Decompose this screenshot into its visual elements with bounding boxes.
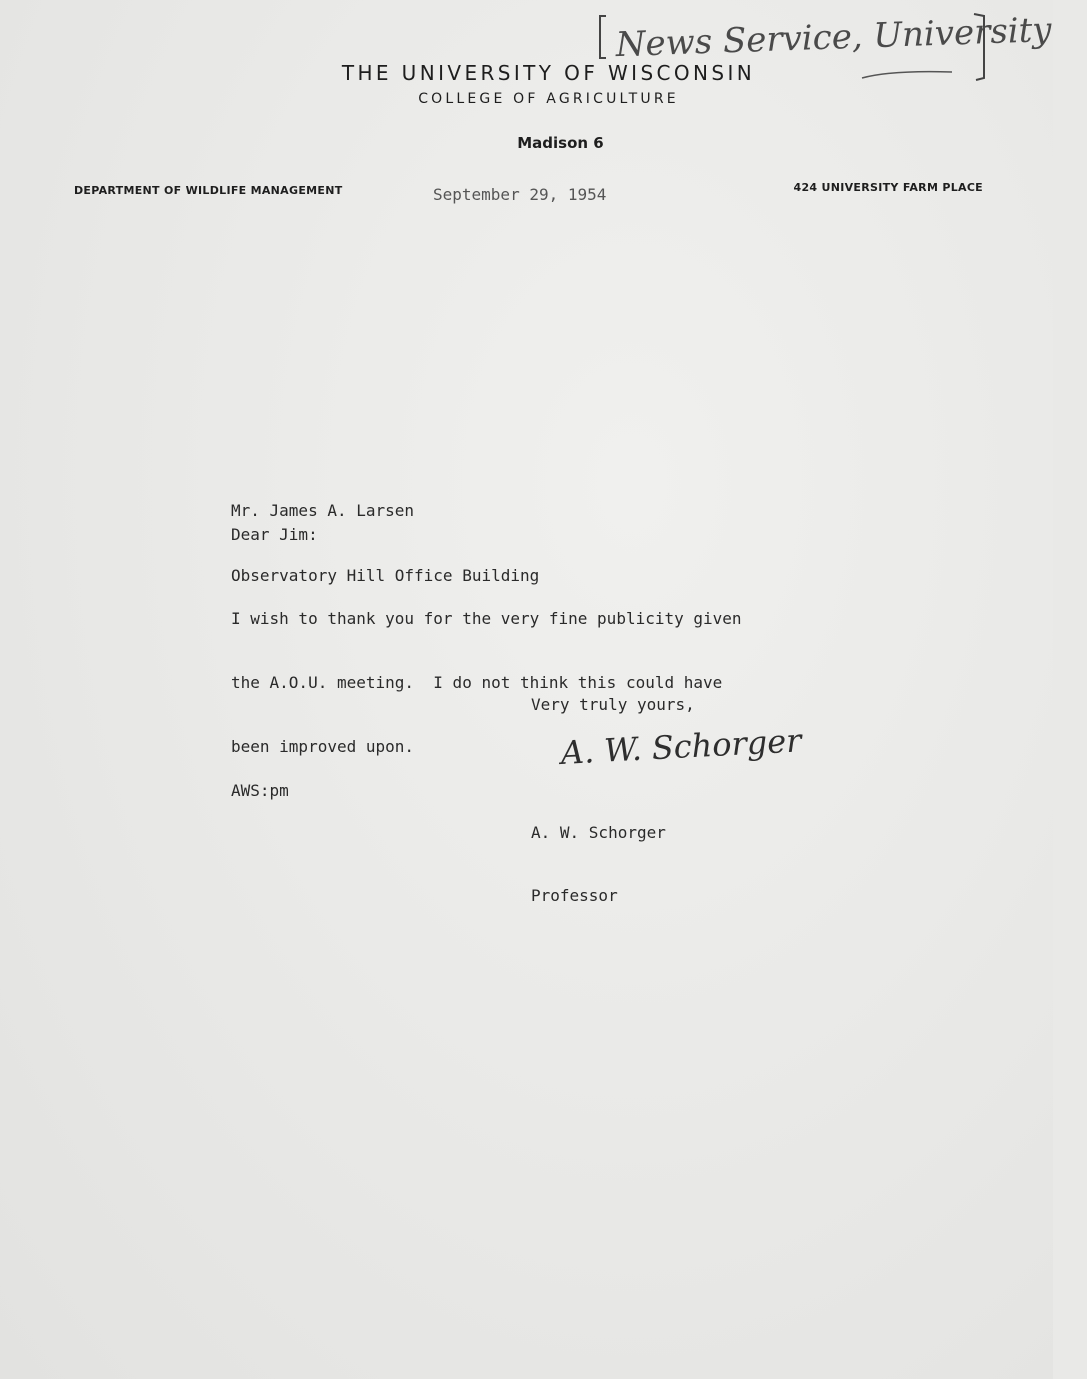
- svg-text:A. W. Schorger: A. W. Schorger: [559, 721, 803, 772]
- svg-text:News Service, University: News Service, University: [615, 9, 1053, 66]
- letterhead-department: DEPARTMENT OF WILDLIFE MANAGEMENT: [74, 184, 343, 197]
- recipient-name: Mr. James A. Larsen: [231, 501, 415, 520]
- letterhead-college: COLLEGE OF AGRICULTURE: [418, 91, 679, 107]
- recipient-address: Observatory Hill Office Building: [231, 566, 540, 585]
- letterhead-city: Madison 6: [517, 134, 604, 152]
- handwritten-signature: [555, 718, 805, 788]
- letter-date: September 29, 1954: [433, 185, 607, 204]
- salutation: Dear Jim:: [231, 525, 318, 544]
- closing: Very truly yours,: [531, 695, 695, 714]
- signer-block: [531, 780, 666, 948]
- body-line: I wish to thank you for the very fine publicity given: [231, 609, 742, 628]
- reference-initials: AWS:pm: [231, 781, 289, 800]
- body-line: been improved upon.: [231, 737, 415, 756]
- signer-title: Professor: [531, 886, 618, 905]
- letterhead-institution: THE UNIVERSITY OF WISCONSIN: [341, 61, 756, 85]
- letterhead-address: 424 UNIVERSITY FARM PLACE: [793, 181, 983, 194]
- signer-name: A. W. Schorger: [531, 823, 666, 842]
- body-line: the A.O.U. meeting. I do not think this could have: [231, 673, 723, 692]
